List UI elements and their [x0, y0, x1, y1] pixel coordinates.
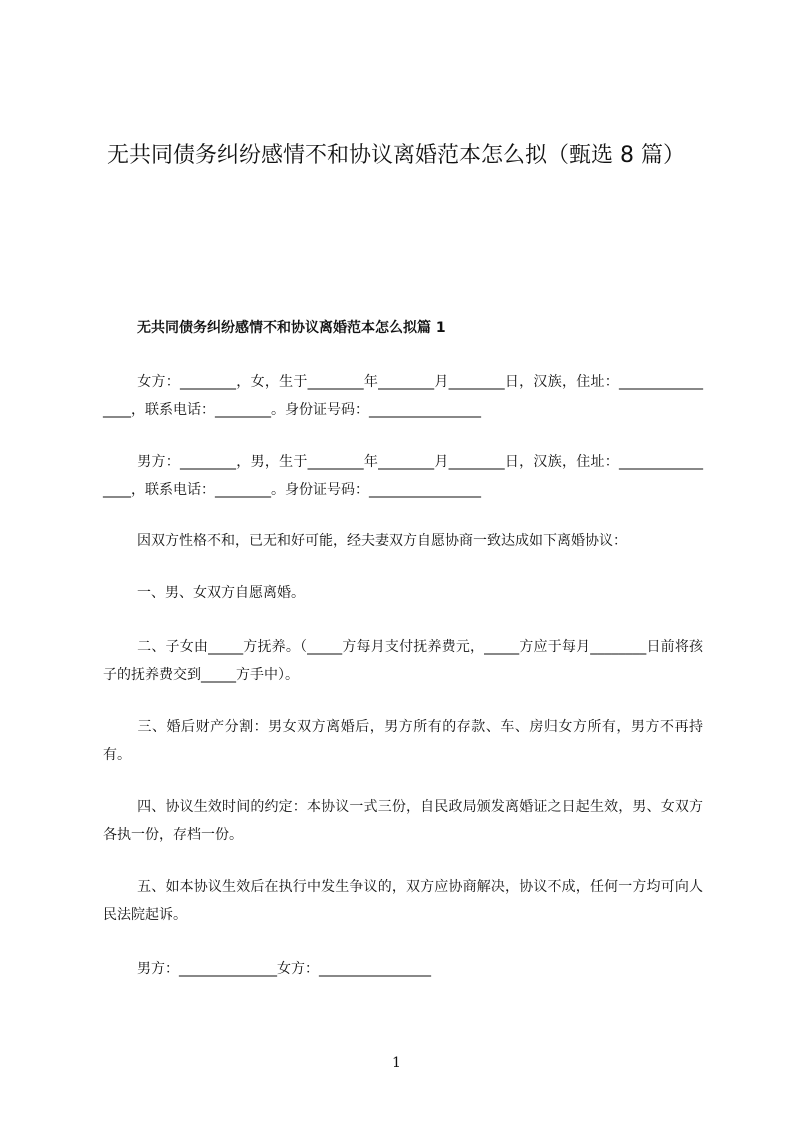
- paragraph-clause-2: [103, 633, 703, 689]
- paragraph-male-party: [103, 448, 703, 504]
- paragraph-text: 因双方性格不和，已无和好可能，经夫妻双方自愿协商一致达成如下离婚协议：: [137, 533, 627, 549]
- paragraph-signatures: [103, 955, 703, 983]
- paragraph-clause-3: [103, 713, 703, 769]
- paragraph-text: 四、协议生效时间的约定：本协议一式三份，自民政局颁发离婚证之日起生效，男、女双方各执一份，存档一份。: [103, 799, 703, 843]
- document-title: 无共同债务纠纷感情不和协议离婚范本怎么拟（甄选 8 篇）: [107, 143, 685, 168]
- page-number: 1: [392, 1055, 401, 1071]
- paragraph-text: 女方：________，女，生于________年________月________日，汉族，住址：________________，联系电话：________。身份证号码：________________: [103, 374, 703, 418]
- section-heading: 无共同债务纠纷感情不和协议离婚范本怎么拟篇 1: [137, 320, 446, 336]
- paragraph-clause-5: [103, 873, 703, 929]
- paragraph-text: 三、婚后财产分割：男女双方离婚后，男方所有的存款、车、房归女方所有，男方不再持有。: [103, 719, 703, 763]
- paragraph-preamble: [103, 527, 703, 555]
- paragraph-text: 二、子女由_____方抚养。（_____方每月支付抚养费元，_____方应于每月________日前将孩子的抚养费交到_____方手中）。: [103, 639, 703, 683]
- paragraph-text: 五、如本协议生效后在执行中发生争议的，双方应协商解决，协议不成，任何一方均可向人民法院起诉。: [103, 879, 703, 923]
- paragraph-female-party: [103, 368, 703, 424]
- paragraph-clause-4: [103, 793, 703, 849]
- paragraph-text: 男方：______________女方：________________: [137, 961, 431, 977]
- paragraph-text: 一、男、女双方自愿离婚。: [137, 585, 305, 601]
- paragraph-clause-1: [103, 579, 703, 607]
- paragraph-text: 男方：________，男，生于________年________月________日，汉族，住址：________________，联系电话：________。身份证号码：________________: [103, 454, 703, 498]
